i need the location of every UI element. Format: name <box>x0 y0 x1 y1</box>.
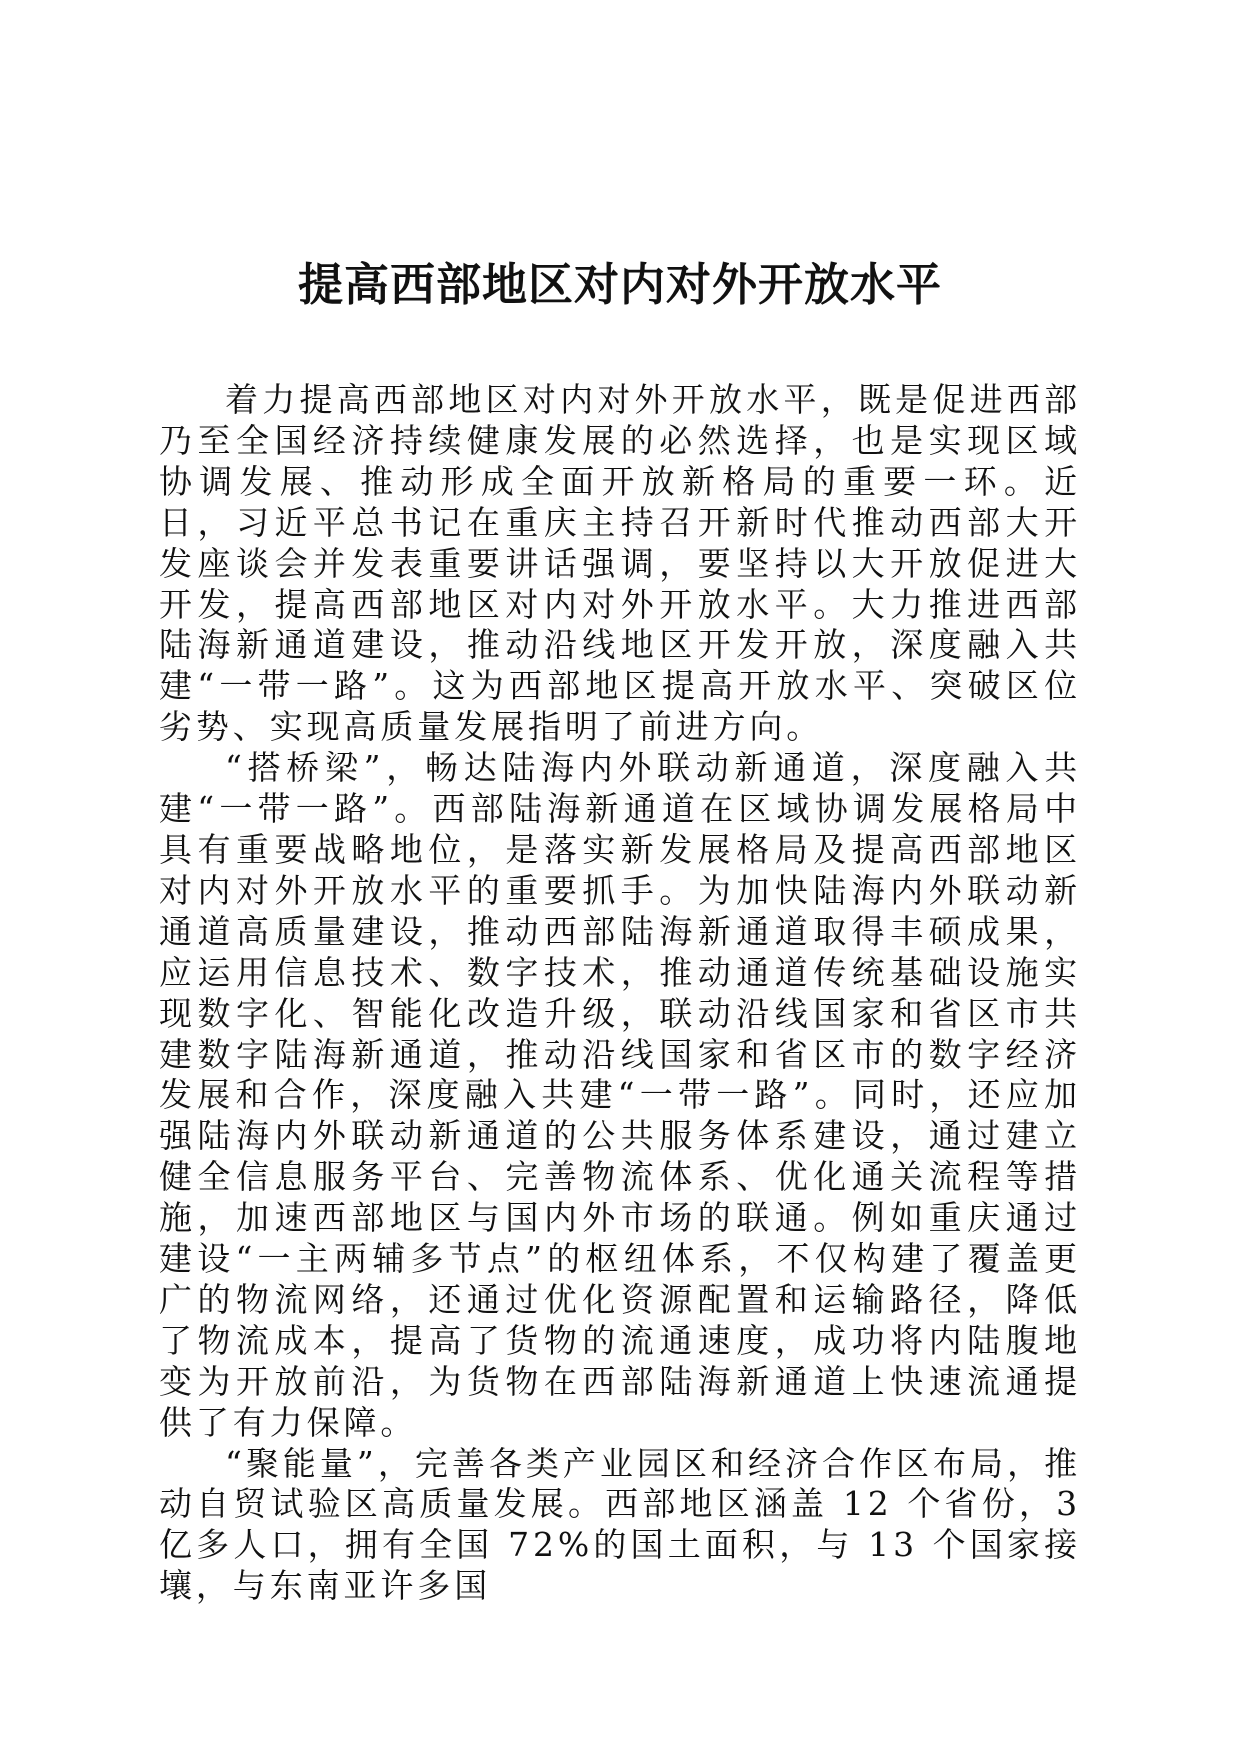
paragraph-opening: 着力提高西部地区对内对外开放水平，既是促进西部乃至全国经济持续健康发展的必然选择，也是实现区域协调发展、推动形成全面开放新格局的重要一环。近日，习近平总书记在重庆主持召开新时代推动西部大开发座谈会并发表重要讲话强调，要坚持以大开放促进大开发，提高西部地区对内对外开放水平。大力推进西部陆海新通道建设，推动沿线地区开发开放，深度融入共建“一带一路”。这为西部地区提高开放水平、突破区位劣势、实现高质量发展指明了前进方向。 <box>159 380 1081 747</box>
paragraph-build-bridges: “搭桥梁”，畅达陆海内外联动新通道，深度融入共建“一带一路”。西部陆海新通道在区域协调发展格局中具有重要战略地位，是落实新发展格局及提高西部地区对内对外开放水平的重要抓手。为加快陆海内外联动新通道高质量建设，推动西部陆海新通道取得丰硕成果，应运用信息技术、数字技术，推动通道传统基础设施实现数字化、智能化改造升级，联动沿线国家和省区市共建数字陆海新通道，推动沿线国家和省区市的数字经济发展和合作，深度融入共建“一带一路”。同时，还应加强陆海内外联动新通道的公共服务体系建设，通过建立健全信息服务平台、完善物流体系、优化通关流程等措施，加速西部地区与国内外市场的联通。例如重庆通过建设“一主两辅多节点”的枢纽体系，不仅构建了覆盖更广的物流网络，还通过优化资源配置和运输路径，降低了物流成本，提高了货物的流通速度，成功将内陆腹地变为开放前沿，为货物在西部陆海新通道上快速流通提供了有力保障。 <box>159 748 1081 1442</box>
paragraph-gather-energy: “聚能量”，完善各类产业园区和经济合作区布局，推动自贸试验区高质量发展。西部地区涵盖 12 个省份，3 亿多人口，拥有全国 72%的国土面积，与 13 个国家接壤，与东南亚许多国 <box>159 1443 1081 1606</box>
document-body <box>159 380 1081 1607</box>
document-title: 提高西部地区对内对外开放水平 <box>297 258 942 311</box>
